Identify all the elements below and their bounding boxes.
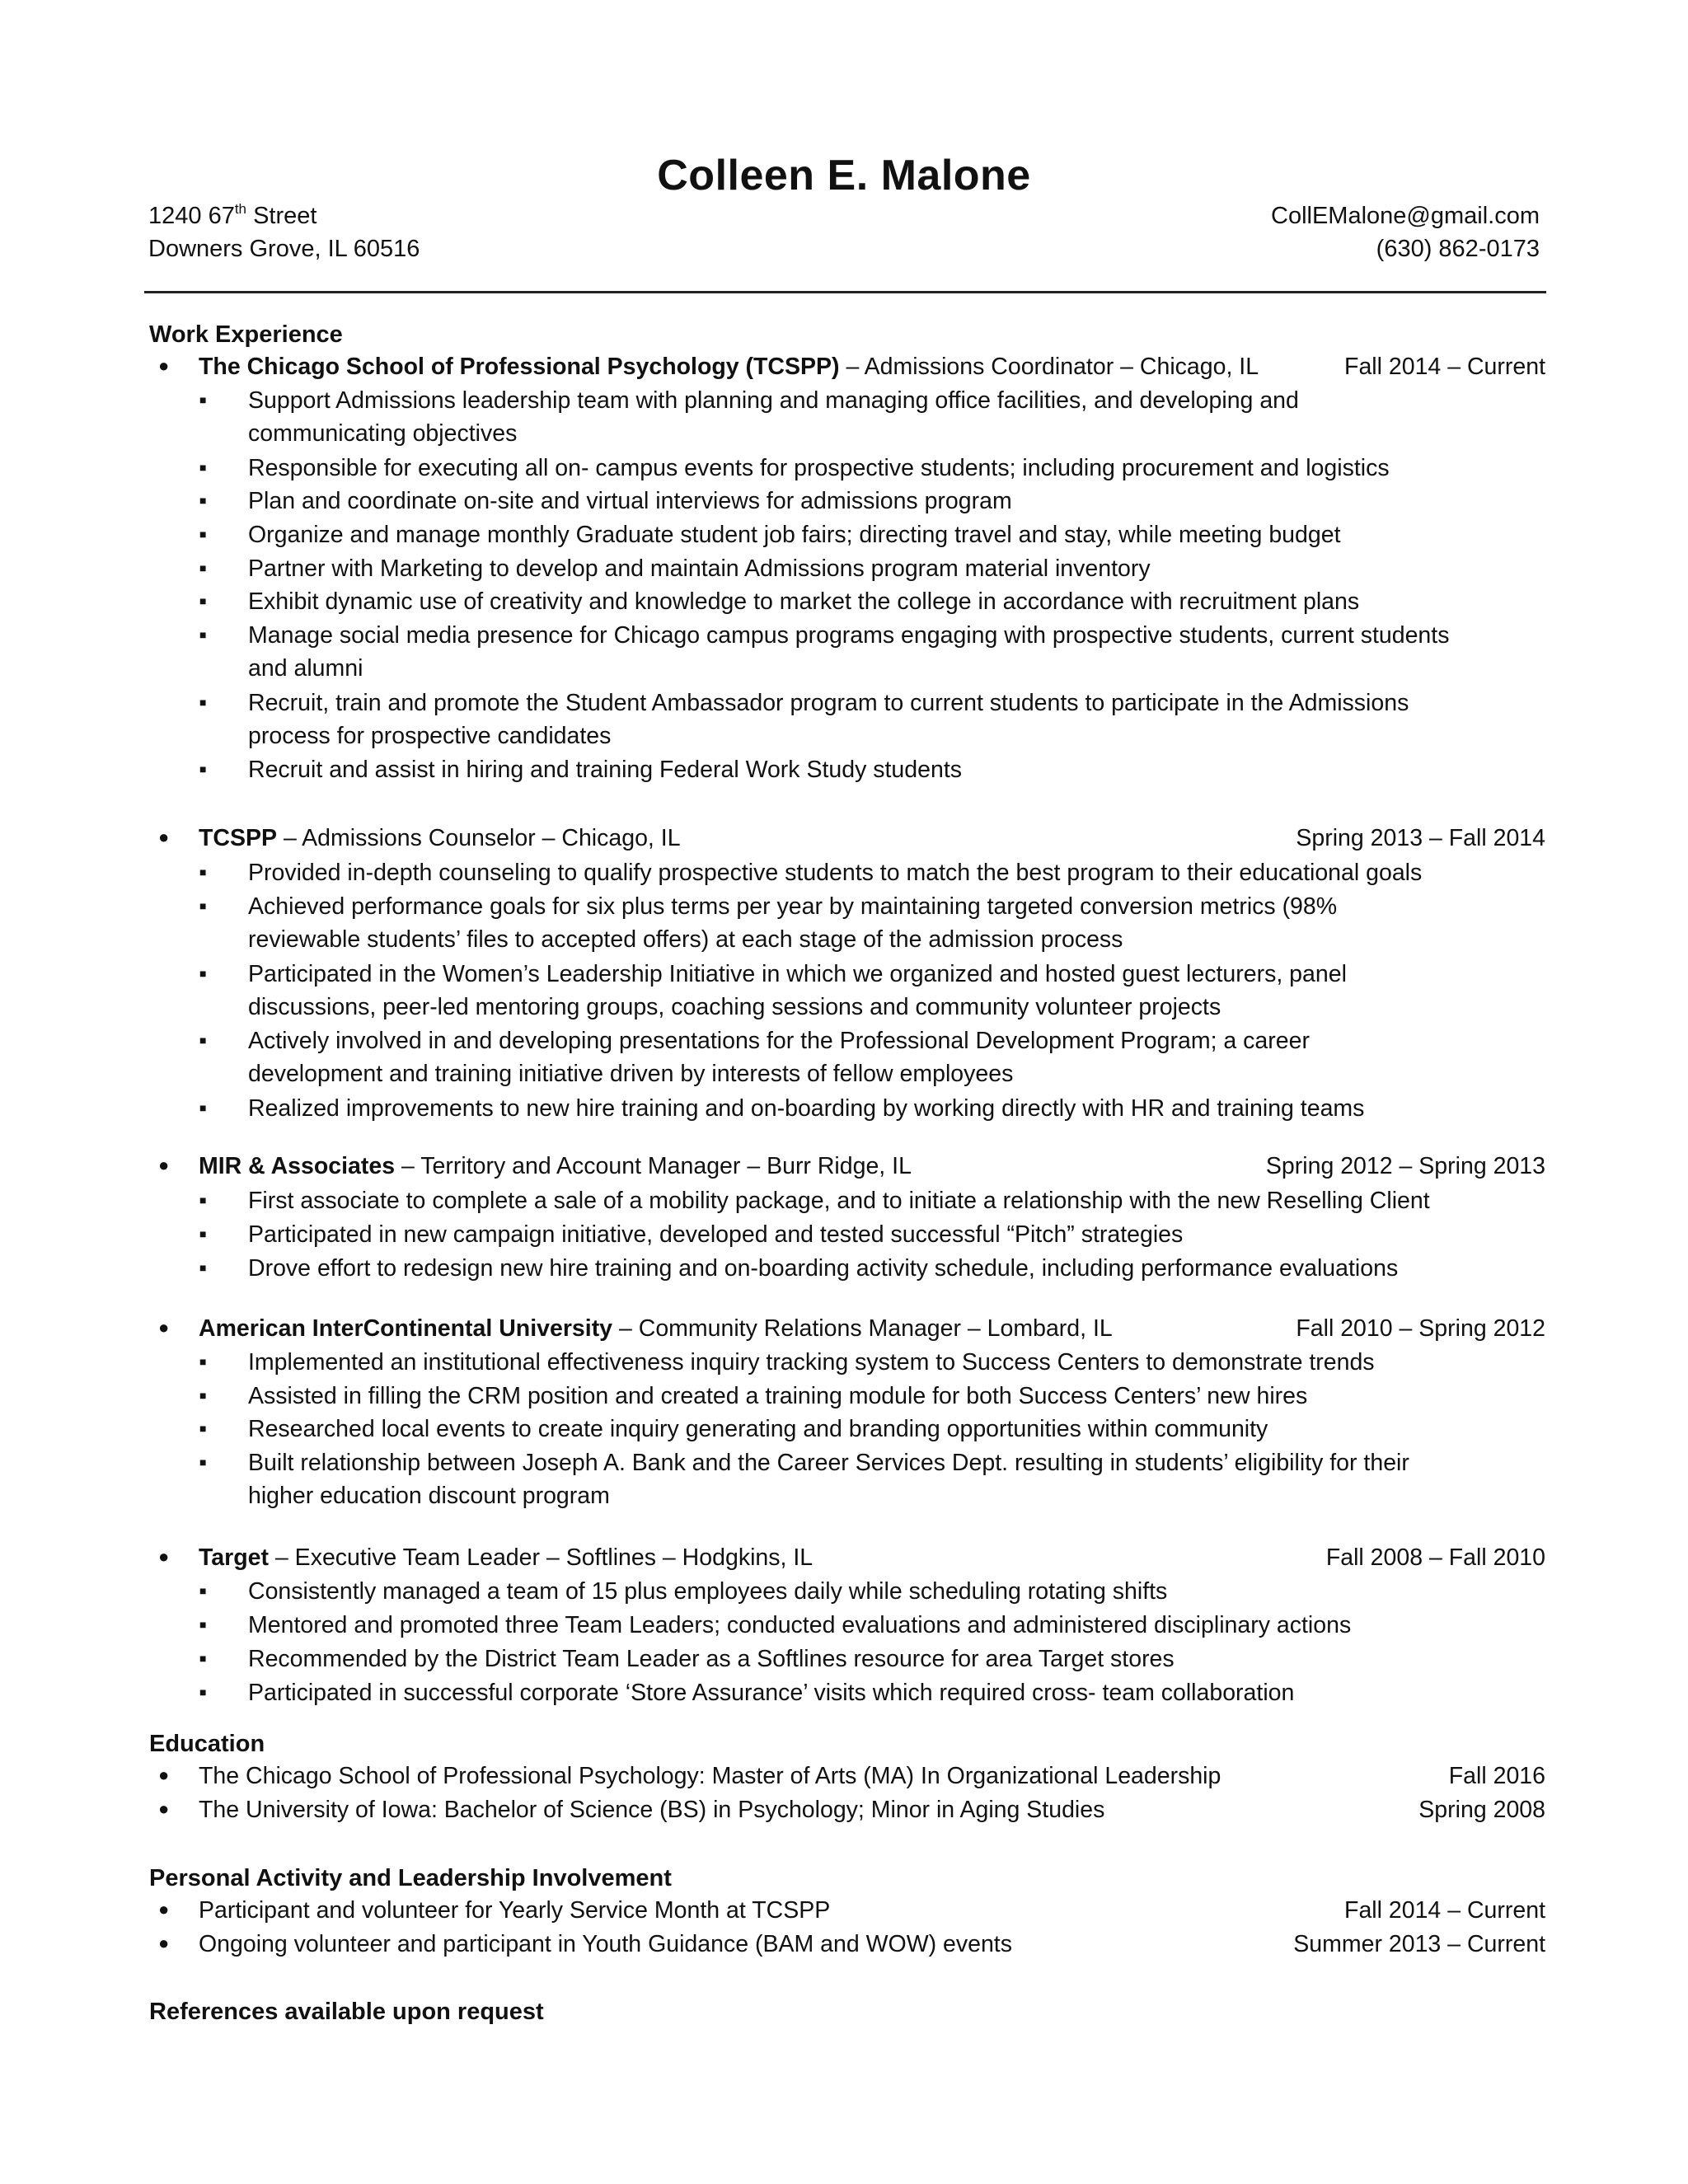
job-bullet: Organize and manage monthly Graduate student job fairs; directing travel and stay, while meeting budget — [248, 522, 1341, 548]
square-bullet-icon: ■ — [199, 899, 207, 912]
job-bullet: Mentored and promoted three Team Leaders; conducted evaluations and administered disciplinary actions — [248, 1612, 1352, 1638]
job-bullet: Actively involved in and developing presentations for the Professional Development Program; a career — [248, 1028, 1310, 1054]
job-bullet: Manage social media presence for Chicago campus programs engaging with prospective students, current students — [248, 622, 1450, 649]
circle-bullet-icon: ● — [158, 827, 170, 847]
job-bullet: Participated in the Women’s Leadership Initiative in which we organized and hosted guest lecturers, panel — [248, 961, 1347, 987]
job-header — [199, 1544, 1545, 1572]
job-dates: Spring 2013 – Fall 2014 — [1296, 825, 1545, 851]
job-bullet: First associate to complete a sale of a mobility package, and to initiate a relationship with the new Reselling Client — [248, 1188, 1430, 1214]
header-divider — [144, 291, 1546, 293]
square-bullet-icon: ■ — [199, 762, 207, 776]
job-bullet-continuation: higher education discount program — [248, 1483, 610, 1509]
job-role: – Admissions Coordinator – Chicago, IL — [839, 354, 1259, 380]
square-bullet-icon: ■ — [199, 494, 207, 507]
square-bullet-icon: ■ — [199, 1422, 207, 1435]
company-name: The Chicago School of Professional Psychology (TCSPP) — [199, 354, 840, 380]
company-name: TCSPP — [199, 825, 278, 851]
email-address: CollEMalone@gmail.com — [1271, 203, 1540, 229]
job-bullet: Plan and coordinate on-site and virtual interviews for admissions program — [248, 488, 1012, 514]
job-bullet: Exhibit dynamic use of creativity and knowledge to market the college in accordance with recruitment plans — [248, 588, 1360, 615]
square-bullet-icon: ■ — [199, 1193, 207, 1207]
company-name: Target — [199, 1544, 269, 1571]
city-state-zip: Downers Grove, IL 60516 — [148, 236, 420, 262]
job-dates: Fall 2010 – Spring 2012 — [1296, 1315, 1545, 1342]
circle-bullet-icon: ● — [158, 355, 170, 376]
square-bullet-icon: ■ — [199, 393, 207, 406]
job-header — [199, 825, 1545, 852]
job-bullet: Responsible for executing all on- campus events for prospective students; including procurement and logistics — [248, 455, 1390, 481]
job-role: – Executive Team Leader – Softlines – Hodgkins, IL — [269, 1544, 814, 1571]
job-bullet-continuation: reviewable students’ files to accepted offers) at each stage of the admission process — [248, 926, 1123, 953]
job-header — [199, 354, 1545, 381]
section-heading-work: Work Experience — [149, 321, 343, 348]
job-bullet: Drove effort to redesign new hire training and on-boarding activity schedule, including performance evaluations — [248, 1255, 1399, 1282]
job-bullet-continuation: and alumni — [248, 655, 363, 682]
square-bullet-icon: ■ — [199, 1618, 207, 1631]
job-bullet-continuation: communicating objectives — [248, 420, 518, 447]
square-bullet-icon: ■ — [199, 527, 207, 541]
square-bullet-icon: ■ — [199, 628, 207, 641]
job-header — [199, 1315, 1545, 1343]
references-note: References available upon request — [149, 1999, 544, 2025]
square-bullet-icon: ■ — [199, 461, 207, 474]
education-date: Fall 2016 — [1448, 1763, 1545, 1789]
square-bullet-icon: ■ — [199, 1584, 207, 1597]
job-bullet: Participated in new campaign initiative, developed and tested successful “Pitch” strategies — [248, 1221, 1184, 1248]
job-bullet: Implemented an institutional effectiveness inquiry tracking system to Success Centers to demonstrate trends — [248, 1349, 1375, 1376]
job-bullet: Assisted in filling the CRM position and created a training module for both Success Centers’ new hires — [248, 1383, 1308, 1409]
job-bullet: Achieved performance goals for six plus terms per year by maintaining targeted conversion metrics (98% — [248, 893, 1338, 920]
job-bullet-continuation: process for prospective candidates — [248, 723, 612, 749]
job-bullet: Partner with Marketing to develop and maintain Admissions program material inventory — [248, 555, 1151, 582]
job-bullet-continuation: development and training initiative driven by interests of fellow employees — [248, 1061, 1014, 1087]
job-title — [199, 1315, 1113, 1343]
education-date: Spring 2008 — [1418, 1797, 1545, 1823]
job-role: – Admissions Counselor – Chicago, IL — [277, 825, 681, 851]
job-role: – Community Relations Manager – Lombard, IL — [612, 1315, 1113, 1342]
circle-bullet-icon: ● — [158, 1933, 170, 1953]
job-bullet-continuation: discussions, peer-led mentoring groups, coaching sessions and community volunteer projects — [248, 994, 1221, 1020]
job-title — [199, 825, 681, 852]
job-title — [199, 1153, 912, 1180]
job-bullet: Realized improvements to new hire training and on-boarding by working directly with HR and training teams — [248, 1095, 1365, 1122]
job-bullet: Researched local events to create inquiry generating and branding opportunities within community — [248, 1416, 1268, 1442]
job-bullet: Support Admissions leadership team with planning and managing office facilities, and developing and — [248, 387, 1299, 414]
street-address: 1240 67th Street — [148, 201, 317, 229]
job-bullet: Participated in successful corporate ‘Store Assurance’ visits which required cross- team collaboration — [248, 1680, 1295, 1706]
square-bullet-icon: ■ — [199, 696, 207, 709]
square-bullet-icon: ■ — [199, 561, 207, 574]
job-title — [199, 1544, 813, 1572]
square-bullet-icon: ■ — [199, 1227, 207, 1240]
job-bullet: Recruit, train and promote the Student Ambassador program to current students to participate in the Admissions — [248, 690, 1409, 716]
activity-date: Fall 2014 – Current — [1344, 1897, 1545, 1924]
circle-bullet-icon: ● — [158, 1899, 170, 1919]
section-heading-education: Education — [149, 1731, 265, 1757]
square-bullet-icon: ■ — [199, 1261, 207, 1274]
company-name: MIR & Associates — [199, 1153, 396, 1179]
job-dates: Spring 2012 – Spring 2013 — [1265, 1153, 1545, 1179]
square-bullet-icon: ■ — [199, 1355, 207, 1368]
square-bullet-icon: ■ — [199, 1685, 207, 1699]
job-dates: Fall 2008 – Fall 2010 — [1325, 1544, 1545, 1571]
square-bullet-icon: ■ — [199, 594, 207, 607]
circle-bullet-icon: ● — [158, 1546, 170, 1567]
square-bullet-icon: ■ — [199, 865, 207, 879]
education-entry: The Chicago School of Professional Psychology: Master of Arts (MA) In Organizational Leadership — [199, 1763, 1221, 1789]
activity-entry: Ongoing volunteer and participant in Youth Guidance (BAM and WOW) events — [199, 1931, 1012, 1957]
job-title — [199, 354, 1259, 381]
square-bullet-icon: ■ — [199, 1101, 207, 1114]
circle-bullet-icon: ● — [158, 1155, 170, 1175]
square-bullet-icon: ■ — [199, 967, 207, 980]
job-bullet: Recommended by the District Team Leader as a Softlines resource for area Target stores — [248, 1646, 1175, 1672]
phone-number: (630) 862-0173 — [1376, 236, 1540, 262]
candidate-name: Colleen E. Malone — [657, 152, 1031, 199]
education-entry: The University of Iowa: Bachelor of Science (BS) in Psychology; Minor in Aging Studies — [199, 1797, 1105, 1823]
activity-entry: Participant and volunteer for Yearly Service Month at TCSPP — [199, 1897, 831, 1924]
circle-bullet-icon: ● — [158, 1317, 170, 1338]
job-bullet: Provided in-depth counseling to qualify prospective students to match the best program to their educational goals — [248, 860, 1423, 886]
job-dates: Fall 2014 – Current — [1344, 354, 1545, 380]
job-bullet: Built relationship between Joseph A. Bank and the Career Services Dept. resulting in students’ eligibility for their — [248, 1450, 1409, 1476]
circle-bullet-icon: ● — [158, 1765, 170, 1785]
square-bullet-icon: ■ — [199, 1389, 207, 1402]
job-bullet: Recruit and assist in hiring and training Federal Work Study students — [248, 757, 962, 783]
job-role: – Territory and Account Manager – Burr Ridge, IL — [395, 1153, 912, 1179]
activity-date: Summer 2013 – Current — [1293, 1931, 1545, 1957]
company-name: American InterContinental University — [199, 1315, 613, 1342]
square-bullet-icon: ■ — [199, 1455, 207, 1469]
circle-bullet-icon: ● — [158, 1798, 170, 1819]
square-bullet-icon: ■ — [199, 1652, 207, 1665]
section-heading-activity: Personal Activity and Leadership Involvement — [149, 1865, 672, 1891]
job-header — [199, 1153, 1545, 1180]
job-bullet: Consistently managed a team of 15 plus employees daily while scheduling rotating shifts — [248, 1578, 1168, 1605]
square-bullet-icon: ■ — [199, 1033, 207, 1047]
